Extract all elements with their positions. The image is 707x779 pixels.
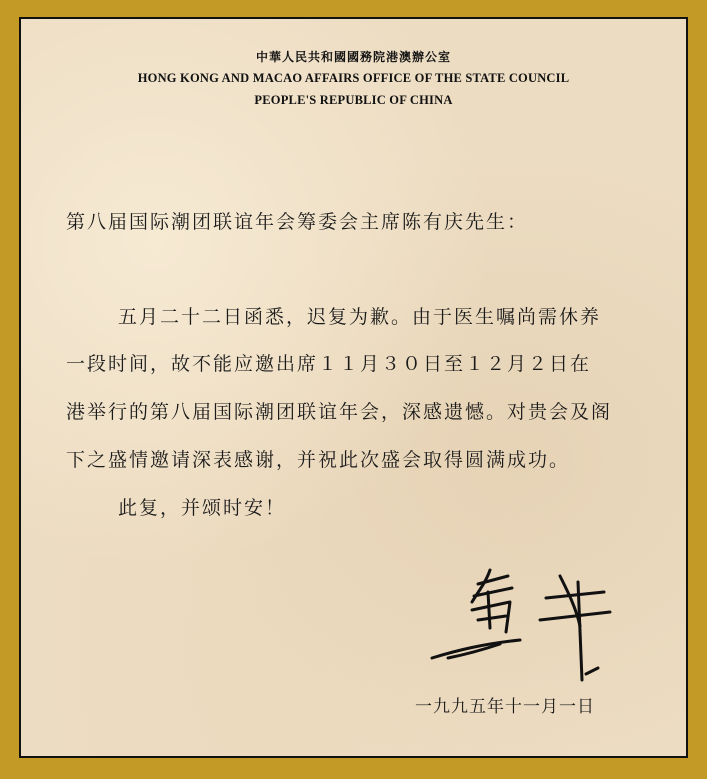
body-line-2: 一段时间，故不能应邀出席１１月３０日至１２月２日在 [66,353,592,375]
salutation: 第八届国际潮团联谊年会筹委会主席陈有庆先生： [66,211,529,233]
letterhead-english-line1: HONG KONG AND MACAO AFFAIRS OFFICE OF THE STATE COUNCIL [137,71,570,85]
body-line-3: 港举行的第八届国际潮团联谊年会，深感遗憾。对贵会及阁 [66,401,613,423]
letterhead-chinese: 中華人民共和國國務院港澳辦公室 [255,50,451,64]
body-line-1: 五月二十二日函悉，迟复为歉。由于医生嘱尚需休养 [118,306,602,328]
letterhead-english-line2: PEOPLE'S REPUBLIC OF CHINA [254,93,453,107]
body-line-4: 下之盛情邀请深表感谢，并祝此次盛会取得圆满成功。 [66,449,571,471]
handwritten-signature [428,562,618,682]
letter-date: 一九九五年十一月一日 [415,697,595,717]
closing-line: 此复，并颂时安！ [118,497,287,519]
